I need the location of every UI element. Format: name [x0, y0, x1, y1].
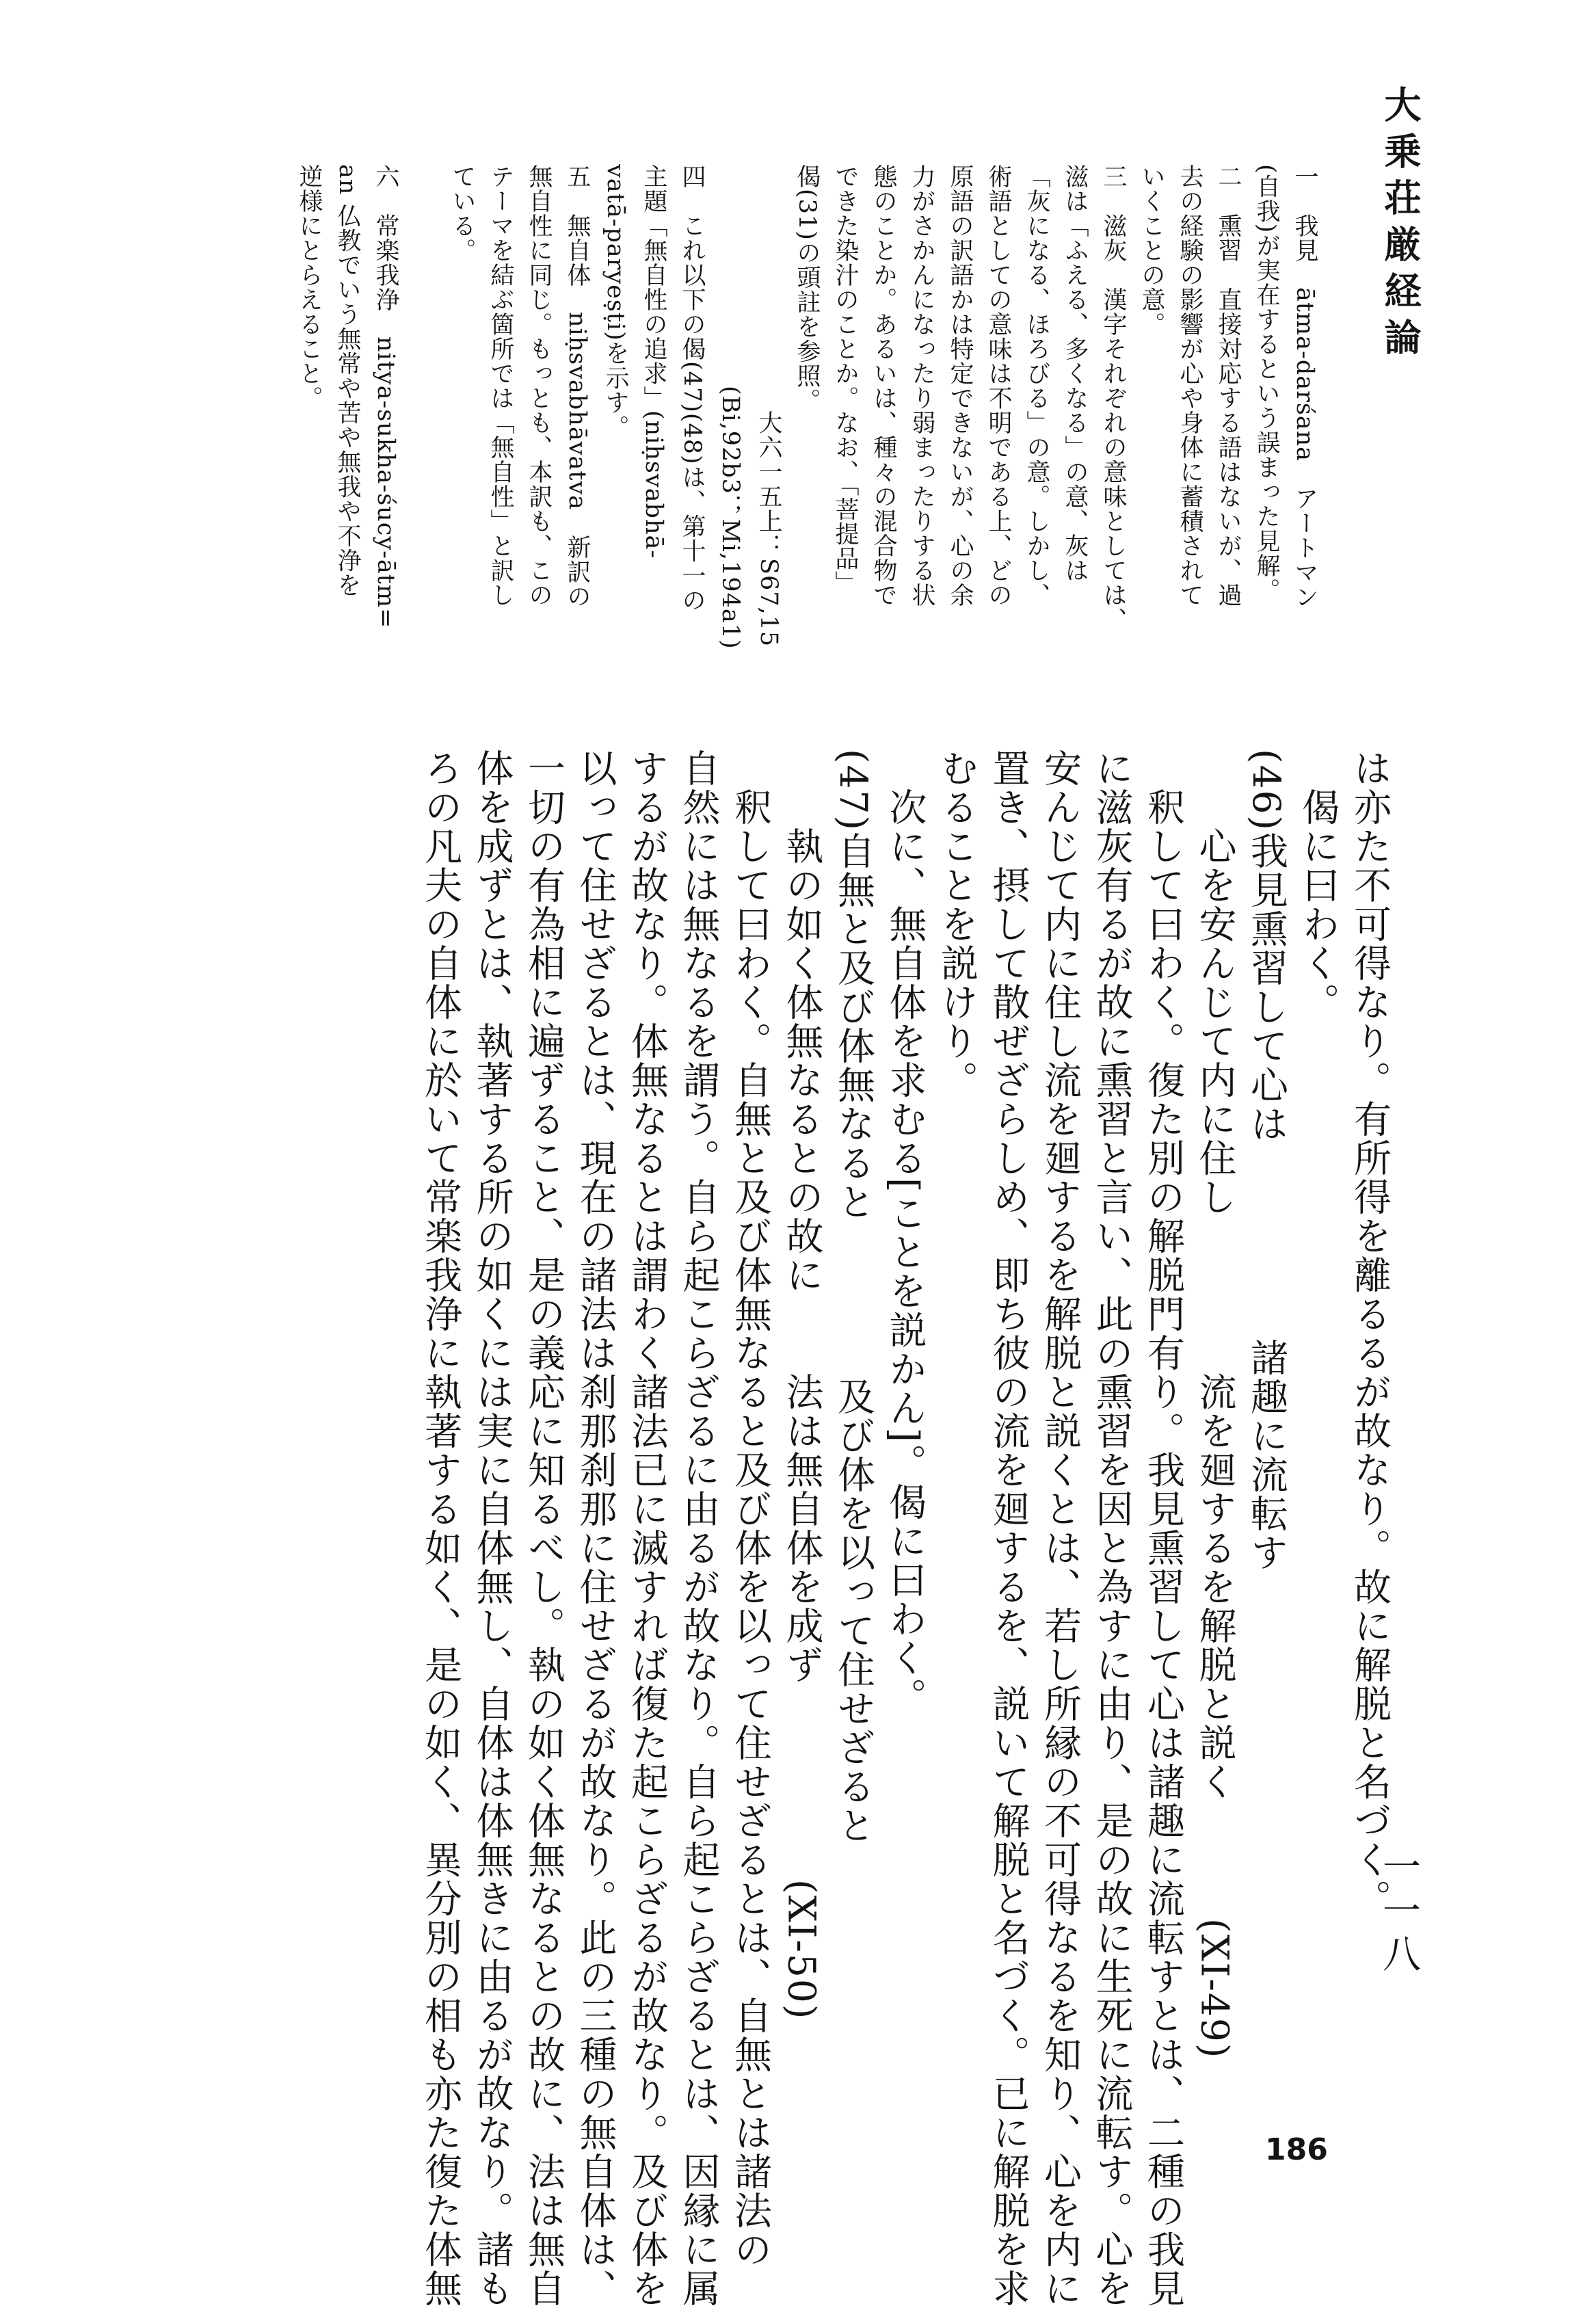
page-number-kanji: 一一八: [1376, 1846, 1421, 1978]
note-column: 力がさかんになったり弱まったりする状: [908, 164, 935, 607]
main-text-column: むることを説けり。: [935, 749, 979, 1100]
page-number: 186: [1265, 2132, 1328, 2167]
main-text-column: 体を成ずとは、執著する所の如くには実に自体無し、自体は体無きに由るが故なり。諸も: [470, 749, 514, 2308]
note-column: テーマを結ぶ箇所では「無自性」と訳し: [487, 164, 514, 607]
running-title: 大乗荘厳経論: [1379, 85, 1422, 364]
note-column: (Bi,92b3；Mi,194a1): [717, 164, 744, 650]
note-column: an 仏教でいう無常や苦や無我や不浄を: [334, 164, 361, 598]
note-column: 一 我見 ātma-darśana アートマン: [1291, 164, 1318, 610]
main-text-column: 置き、摂して散ぜざらしめ、即ち彼の流を廻するを、説いて解脱と名づく。已に解脱を求: [986, 749, 1030, 2308]
main-text-column: (46)我見熏習して心は 諸趣に流転す: [1245, 749, 1288, 1572]
main-text-column: 釈して曰わく。復た別の解脱門有り。我見熏習して心は諸趣に流転すとは、二種の我見: [1141, 749, 1185, 2308]
note-column: 六 常楽我浄 nitya-sukha-śucy-ātm=: [372, 164, 399, 629]
main-text-column: 釈して曰わく。自無と及び体無なると及び体を以って住せざるとは、自無とは諸法の: [728, 749, 772, 2269]
note-column: 五 無自体 niḥsvabhāvatva 新訳の: [563, 164, 591, 609]
main-text-column: 安んじて内に住し流を廻するを解脱と説くとは、若し所縁の不可得なるを知り、心を内に: [1038, 749, 1082, 2308]
main-text-column: は亦た不可得なり。有所得を離るるが故なり。故に解脱と名づく。: [1348, 749, 1392, 1918]
note-column: 態のことか。あるいは、種々の混合物で: [870, 164, 897, 607]
note-column: 無自性に同じ。もっとも、本訳も、この: [525, 164, 553, 607]
note-column: 滋は「ふえる、多くなる」の意、灰は: [1061, 164, 1089, 583]
note-column: 去の経験の影響が心や身体に蓄積されて: [1176, 164, 1203, 607]
note-column: 逆様にとらえること。: [295, 164, 323, 410]
note-column: (自我)が実在するという誤まった見解。: [1253, 164, 1280, 603]
note-column: 原語の訳語かは特定できないが、心の余: [946, 164, 974, 607]
main-text-column: ろの凡夫の自体に於いて常楽我浄に執著する如く、是の如く、異分別の相も亦た復た体無: [418, 749, 462, 2308]
note-column: 主題「無自性の追求」(niḥsvabhā-: [640, 164, 667, 559]
note-column: vatā-paryeṣṭi)を示す。: [602, 164, 629, 440]
note-column: 偈(31)の頭註を参照。: [793, 164, 821, 413]
note-column: できた染汁のことか。なお、「菩提品」: [832, 164, 859, 596]
note-column: 大六一五上：S67,15: [755, 164, 782, 648]
main-text-column: 自然には無なるを謂う。自ら起こらざるに由るが故なり。自ら起こらざるとは、因縁に属: [676, 749, 721, 2308]
main-text-column: 以って住せざるとは、現在の諸法は刹那刹那に住せざるが故なり。此の三種の無自体は、: [573, 749, 617, 2308]
main-text-column: (47)自無と及び体無なると 及び体を以って住せざると: [832, 749, 875, 1845]
main-text-column: 心を安んじて内に住し 流を廻するを解脱と説く (XI-49): [1193, 749, 1237, 2060]
main-text-column: に滋灰有るが故に熏習と言い、此の熏習を因と為すに由り、是の故に生死に流転す。心を: [1089, 749, 1134, 2308]
main-text-column: 一切の有為相に遍ずること、是の義応に知るべし。執の如く体無なるとの故に、法は無自: [522, 749, 566, 2308]
main-text-column: するが故なり。体無なるとは謂わく諸法已に滅すれば復た起こらざるが故なり。及び体を: [625, 749, 669, 2308]
note-column: ている。: [449, 164, 476, 263]
note-column: 三 滋灰 漢字それぞれの意味としては、: [1100, 164, 1127, 632]
note-column: いくことの意。: [1138, 164, 1165, 336]
main-text-column: 偈に曰わく。: [1296, 749, 1340, 1022]
main-text-column: 次に、無自体を求むる[ことを説かん]。偈に曰わく。: [883, 749, 927, 1716]
main-text-column: 執の如く体無なるとの故に 法は無自体を成ず (XI-50): [780, 749, 824, 2021]
note-column: 術語としての意味は不明である上、どの: [985, 164, 1012, 607]
note-column: 「灰になる、ほろびる」の意。しかし、: [1023, 164, 1050, 607]
note-column: 二 熏習 直接対応する語はないが、過: [1214, 164, 1242, 607]
note-column: 四 これ以下の偈(47)(48)は、第十一の: [678, 164, 706, 613]
